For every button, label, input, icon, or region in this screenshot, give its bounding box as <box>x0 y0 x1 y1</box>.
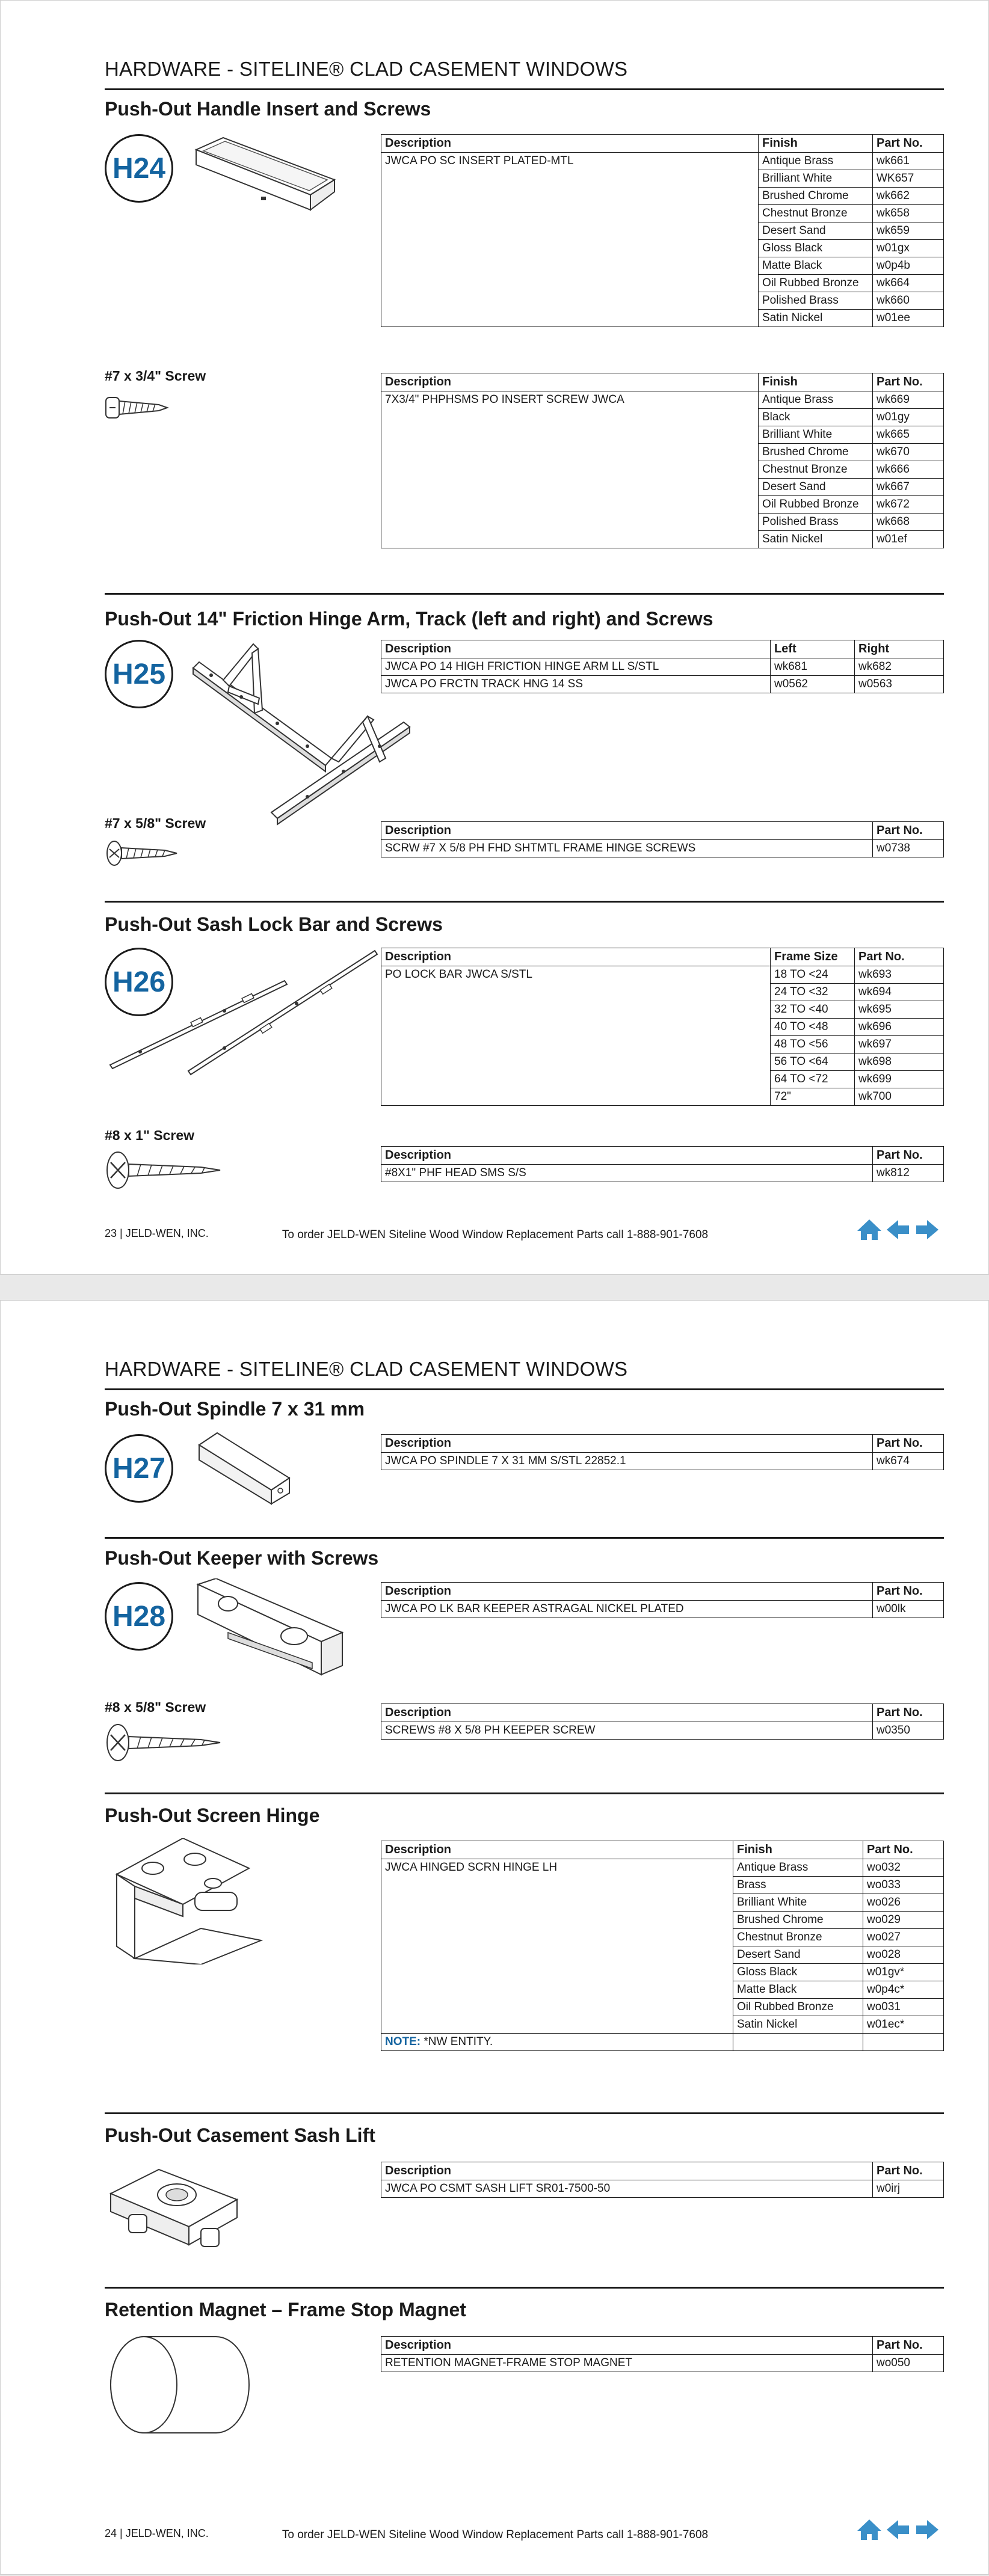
value-cell: Brilliant White <box>733 1894 863 1912</box>
part-number-cell: wk694 <box>855 984 944 1001</box>
description-cell: PO LOCK BAR JWCA S/STL <box>381 966 771 1106</box>
table-header-row <box>381 2162 944 2180</box>
sash-lift-illustration <box>105 2157 249 2260</box>
part-number-cell: w01gy <box>873 409 944 426</box>
column-header: Description <box>381 373 759 391</box>
screen-hinge-table <box>381 1841 944 2051</box>
badge-h25: H25 <box>105 640 173 708</box>
part-number-cell: wk667 <box>873 479 944 496</box>
value-cell: 72" <box>771 1088 855 1106</box>
part-number-cell: w01ef <box>873 531 944 548</box>
part-number-cell: wk681 <box>771 658 855 676</box>
note-text: *NW ENTITY. <box>421 2035 493 2048</box>
part-number-cell: wk693 <box>855 966 944 984</box>
description-cell: JWCA HINGED SCRN HINGE LH <box>381 1859 733 2034</box>
value-cell: 56 TO <64 <box>771 1053 855 1071</box>
part-number-cell: wo028 <box>863 1946 944 1964</box>
table-header-row <box>381 373 944 391</box>
part-number-cell: wo027 <box>863 1929 944 1946</box>
section-rule <box>105 1792 944 1794</box>
part-number-cell: wk682 <box>855 658 944 676</box>
column-header: Part No. <box>873 1704 944 1722</box>
screen-hinge-illustration <box>105 1838 273 1964</box>
arrow-right-icon[interactable] <box>914 1218 940 1242</box>
h26-screw-label: #8 x 1" Screw <box>105 1127 195 1143</box>
value-cell: Antique Brass <box>759 391 873 409</box>
description-cell: JWCA PO CSMT SASH LIFT SR01-7500-50 <box>381 2180 873 2198</box>
part-number-cell: wk670 <box>873 444 944 461</box>
section-title-screen-hinge: Push-Out Screen Hinge <box>105 1805 320 1826</box>
header-rule <box>105 1388 944 1390</box>
value-cell: Gloss Black <box>733 1964 863 1981</box>
table-row <box>381 840 944 857</box>
value-cell: Antique Brass <box>759 153 873 170</box>
value-cell: 18 TO <24 <box>771 966 855 984</box>
value-cell: Gloss Black <box>759 240 873 257</box>
h25-screw-table <box>381 821 944 857</box>
part-number-cell: wk669 <box>873 391 944 409</box>
column-header: Finish <box>733 1841 863 1859</box>
h28-screw-label: #8 x 5/8" Screw <box>105 1699 206 1715</box>
page-23 <box>0 0 989 1275</box>
part-number-cell: wo029 <box>863 1912 944 1929</box>
column-header: Right <box>855 640 944 658</box>
column-header: Part No. <box>873 135 944 153</box>
value-cell: Oil Rubbed Bronze <box>759 275 873 292</box>
value-cell: Brilliant White <box>759 426 873 444</box>
column-header: Part No. <box>873 2337 944 2355</box>
value-cell: Black <box>759 409 873 426</box>
value-cell: Desert Sand <box>733 1946 863 1964</box>
screw-illustration <box>105 393 171 423</box>
part-number-cell: w01gv* <box>863 1964 944 1981</box>
column-header: Left <box>771 640 855 658</box>
part-number-cell: wo050 <box>873 2355 944 2372</box>
table-header-row <box>381 948 944 966</box>
screw-illustration <box>105 838 183 868</box>
table-header-row <box>381 1841 944 1859</box>
table-row <box>381 658 944 676</box>
h28-screw-table <box>381 1704 944 1740</box>
column-header: Part No. <box>873 1583 944 1601</box>
value-cell: Chestnut Bronze <box>733 1929 863 1946</box>
badge-h28: H28 <box>105 1582 173 1651</box>
h26-lockbar-table <box>381 948 944 1106</box>
table-header-row <box>381 1435 944 1453</box>
note-label: NOTE: <box>385 2035 421 2048</box>
column-header: Description <box>381 1841 733 1859</box>
table-row <box>381 1601 944 1618</box>
part-number-cell: wk659 <box>873 222 944 240</box>
description-cell: JWCA PO 14 HIGH FRICTION HINGE ARM LL S/STL <box>381 658 771 676</box>
table-header-row <box>381 135 944 153</box>
table-header-row <box>381 1147 944 1165</box>
column-header: Part No. <box>855 948 944 966</box>
page-footer-left: 23 | JELD-WEN, INC. <box>105 1227 209 1239</box>
part-number-cell: wo031 <box>863 1999 944 2016</box>
part-number-cell: wk700 <box>855 1088 944 1106</box>
part-number-cell: wk812 <box>873 1165 944 1182</box>
description-cell: JWCA PO SC INSERT PLATED-MTL <box>381 153 759 327</box>
section-title-magnet: Retention Magnet – Frame Stop Magnet <box>105 2299 466 2320</box>
description-cell: #8X1" PHF HEAD SMS S/S <box>381 1165 873 1182</box>
table-row <box>381 2355 944 2372</box>
column-header: Part No. <box>873 822 944 840</box>
table-row <box>381 153 944 170</box>
part-number-cell: w01ee <box>873 310 944 327</box>
value-cell: Desert Sand <box>759 222 873 240</box>
part-number-cell: w0p4b <box>873 257 944 275</box>
home-icon[interactable] <box>856 1218 883 1242</box>
column-header: Part No. <box>873 1147 944 1165</box>
part-number-cell: w0irj <box>873 2180 944 2198</box>
column-header: Description <box>381 135 759 153</box>
value-cell: 32 TO <40 <box>771 1001 855 1019</box>
column-header: Description <box>381 640 771 658</box>
part-number-cell: w0p4c* <box>863 1981 944 1999</box>
h27-spindle-table <box>381 1434 944 1470</box>
value-cell: 48 TO <56 <box>771 1036 855 1053</box>
section-title-h27: Push-Out Spindle 7 x 31 mm <box>105 1398 365 1420</box>
value-cell: Satin Nickel <box>759 531 873 548</box>
description-cell: SCREWS #8 X 5/8 PH KEEPER SCREW <box>381 1722 873 1740</box>
value-cell: Brass <box>733 1877 863 1894</box>
section-title-sash-lift: Push-Out Casement Sash Lift <box>105 2124 375 2146</box>
badge-h26: H26 <box>105 948 173 1016</box>
header-rule <box>105 88 944 90</box>
part-number-cell: wk661 <box>873 153 944 170</box>
table-row <box>381 391 944 409</box>
value-cell: 40 TO <48 <box>771 1019 855 1036</box>
description-cell: JWCA PO LK BAR KEEPER ASTRAGAL NICKEL PLATED <box>381 1601 873 1618</box>
part-number-cell: wk660 <box>873 292 944 310</box>
table-header-row <box>381 640 944 658</box>
column-header: Description <box>381 1583 873 1601</box>
value-cell: Oil Rubbed Bronze <box>759 496 873 514</box>
page-header: HARDWARE - SITELINE® CLAD CASEMENT WINDOWS <box>105 1358 628 1380</box>
table-row <box>381 1859 944 1877</box>
column-header: Part No. <box>863 1841 944 1859</box>
screw-illustration <box>105 1149 225 1191</box>
part-number-cell: w0563 <box>855 676 944 693</box>
table-header-row <box>381 1583 944 1601</box>
table-row <box>381 966 944 984</box>
value-cell: Chestnut Bronze <box>759 205 873 222</box>
column-header: Description <box>381 1704 873 1722</box>
column-header: Frame Size <box>771 948 855 966</box>
page-footer-left: 24 | JELD-WEN, INC. <box>105 2527 209 2539</box>
description-cell: SCRW #7 X 5/8 PH FHD SHTMTL FRAME HINGE SCREWS <box>381 840 873 857</box>
table-row <box>381 1165 944 1182</box>
section-title-h26: Push-Out Sash Lock Bar and Screws <box>105 913 443 935</box>
section-rule <box>105 1537 944 1539</box>
h28-keeper-table <box>381 1582 944 1618</box>
keeper-illustration <box>192 1578 348 1681</box>
part-number-cell: wk665 <box>873 426 944 444</box>
section-rule <box>105 2112 944 2114</box>
value-cell: Brushed Chrome <box>759 444 873 461</box>
arrow-right-icon[interactable] <box>914 2518 940 2542</box>
magnet-illustration <box>105 2328 255 2436</box>
handle-insert-illustration <box>190 132 340 216</box>
part-number-cell: wo032 <box>863 1859 944 1877</box>
screw-illustration <box>105 1722 225 1764</box>
column-header: Finish <box>759 135 873 153</box>
lock-bar-illustration <box>104 945 381 1077</box>
part-number-cell: wk658 <box>873 205 944 222</box>
part-number-cell: wk674 <box>873 1453 944 1470</box>
part-number-cell: wk696 <box>855 1019 944 1036</box>
arrow-left-icon[interactable] <box>885 1218 911 1242</box>
value-cell: 64 TO <72 <box>771 1071 855 1088</box>
value-cell: Matte Black <box>759 257 873 275</box>
part-number-cell: wo026 <box>863 1894 944 1912</box>
badge-h27: H27 <box>105 1434 173 1503</box>
column-header: Part No. <box>873 2162 944 2180</box>
column-header: Description <box>381 948 771 966</box>
table-row <box>381 676 944 693</box>
part-number-cell: w01gx <box>873 240 944 257</box>
h25-hinge-table <box>381 640 944 693</box>
page-header: HARDWARE - SITELINE® CLAD CASEMENT WINDOWS <box>105 58 628 80</box>
note-row <box>381 2034 944 2051</box>
value-cell: Matte Black <box>733 1981 863 1999</box>
note-cell <box>381 2034 733 2051</box>
arrow-left-icon[interactable] <box>885 2518 911 2542</box>
value-cell: Brilliant White <box>759 170 873 188</box>
part-number-cell: wk672 <box>873 496 944 514</box>
value-cell: Chestnut Bronze <box>759 461 873 479</box>
part-number-cell: wk668 <box>873 514 944 531</box>
section-rule <box>105 2287 944 2289</box>
value-cell: Brushed Chrome <box>759 188 873 205</box>
value-cell: Desert Sand <box>759 479 873 496</box>
h24-insert-table <box>381 134 944 327</box>
column-header: Part No. <box>873 373 944 391</box>
column-header: Description <box>381 1147 873 1165</box>
part-number-cell: w0738 <box>873 840 944 857</box>
empty-cell <box>863 2034 944 2051</box>
section-title-h25: Push-Out 14" Friction Hinge Arm, Track (left and right) and Screws <box>105 608 713 630</box>
spindle-illustration <box>193 1427 295 1505</box>
page-24 <box>0 1300 989 2575</box>
column-header: Description <box>381 2337 873 2355</box>
column-header: Part No. <box>873 1435 944 1453</box>
table-header-row <box>381 2337 944 2355</box>
value-cell: Brushed Chrome <box>733 1912 863 1929</box>
description-cell: 7X3/4" PHPHSMS PO INSERT SCREW JWCA <box>381 391 759 548</box>
column-header: Finish <box>759 373 873 391</box>
page-nav <box>856 2518 940 2542</box>
value-cell: Polished Brass <box>759 514 873 531</box>
description-cell: RETENTION MAGNET-FRAME STOP MAGNET <box>381 2355 873 2372</box>
part-number-cell: wk699 <box>855 1071 944 1088</box>
description-cell: JWCA PO SPINDLE 7 X 31 MM S/STL 22852.1 <box>381 1453 873 1470</box>
sash-lift-table <box>381 2162 944 2198</box>
part-number-cell: WK657 <box>873 170 944 188</box>
value-cell: Satin Nickel <box>733 2016 863 2034</box>
part-number-cell: wo033 <box>863 1877 944 1894</box>
section-rule <box>105 593 944 595</box>
h25-screw-label: #7 x 5/8" Screw <box>105 815 206 831</box>
part-number-cell: wk697 <box>855 1036 944 1053</box>
page-nav <box>856 1218 940 1242</box>
table-header-row <box>381 1704 944 1722</box>
section-title-h28: Push-Out Keeper with Screws <box>105 1547 379 1569</box>
column-header: Description <box>381 822 873 840</box>
table-row <box>381 2180 944 2198</box>
part-number-cell: w01ec* <box>863 2016 944 2034</box>
h24-screw-label: #7 x 3/4" Screw <box>105 368 206 384</box>
part-number-cell: wk666 <box>873 461 944 479</box>
table-row <box>381 1453 944 1470</box>
h24-screw-table <box>381 373 944 548</box>
value-cell: Polished Brass <box>759 292 873 310</box>
table-row <box>381 1722 944 1740</box>
magnet-table <box>381 2336 944 2372</box>
part-number-cell: wk662 <box>873 188 944 205</box>
part-number-cell: w00lk <box>873 1601 944 1618</box>
part-number-cell: wk698 <box>855 1053 944 1071</box>
home-icon[interactable] <box>856 2518 883 2542</box>
section-title-h24: Push-Out Handle Insert and Screws <box>105 98 431 120</box>
part-number-cell: w0350 <box>873 1722 944 1740</box>
value-cell: Satin Nickel <box>759 310 873 327</box>
description-cell: JWCA PO FRCTN TRACK HNG 14 SS <box>381 676 771 693</box>
h26-screw-table <box>381 1146 944 1182</box>
part-number-cell: wk695 <box>855 1001 944 1019</box>
section-rule <box>105 901 944 903</box>
column-header: Description <box>381 2162 873 2180</box>
part-number-cell: wk664 <box>873 275 944 292</box>
value-cell: Oil Rubbed Bronze <box>733 1999 863 2016</box>
part-number-cell: w0562 <box>771 676 855 693</box>
badge-h24: H24 <box>105 134 173 203</box>
page-footer-order-text: To order JELD-WEN Siteline Wood Window Replacement Parts call 1-888-901-7608 <box>282 2528 709 2541</box>
empty-cell <box>733 2034 863 2051</box>
table-header-row <box>381 822 944 840</box>
value-cell: 24 TO <32 <box>771 984 855 1001</box>
page-footer-order-text: To order JELD-WEN Siteline Wood Window Replacement Parts call 1-888-901-7608 <box>282 1228 709 1241</box>
value-cell: Antique Brass <box>733 1859 863 1877</box>
column-header: Description <box>381 1435 873 1453</box>
